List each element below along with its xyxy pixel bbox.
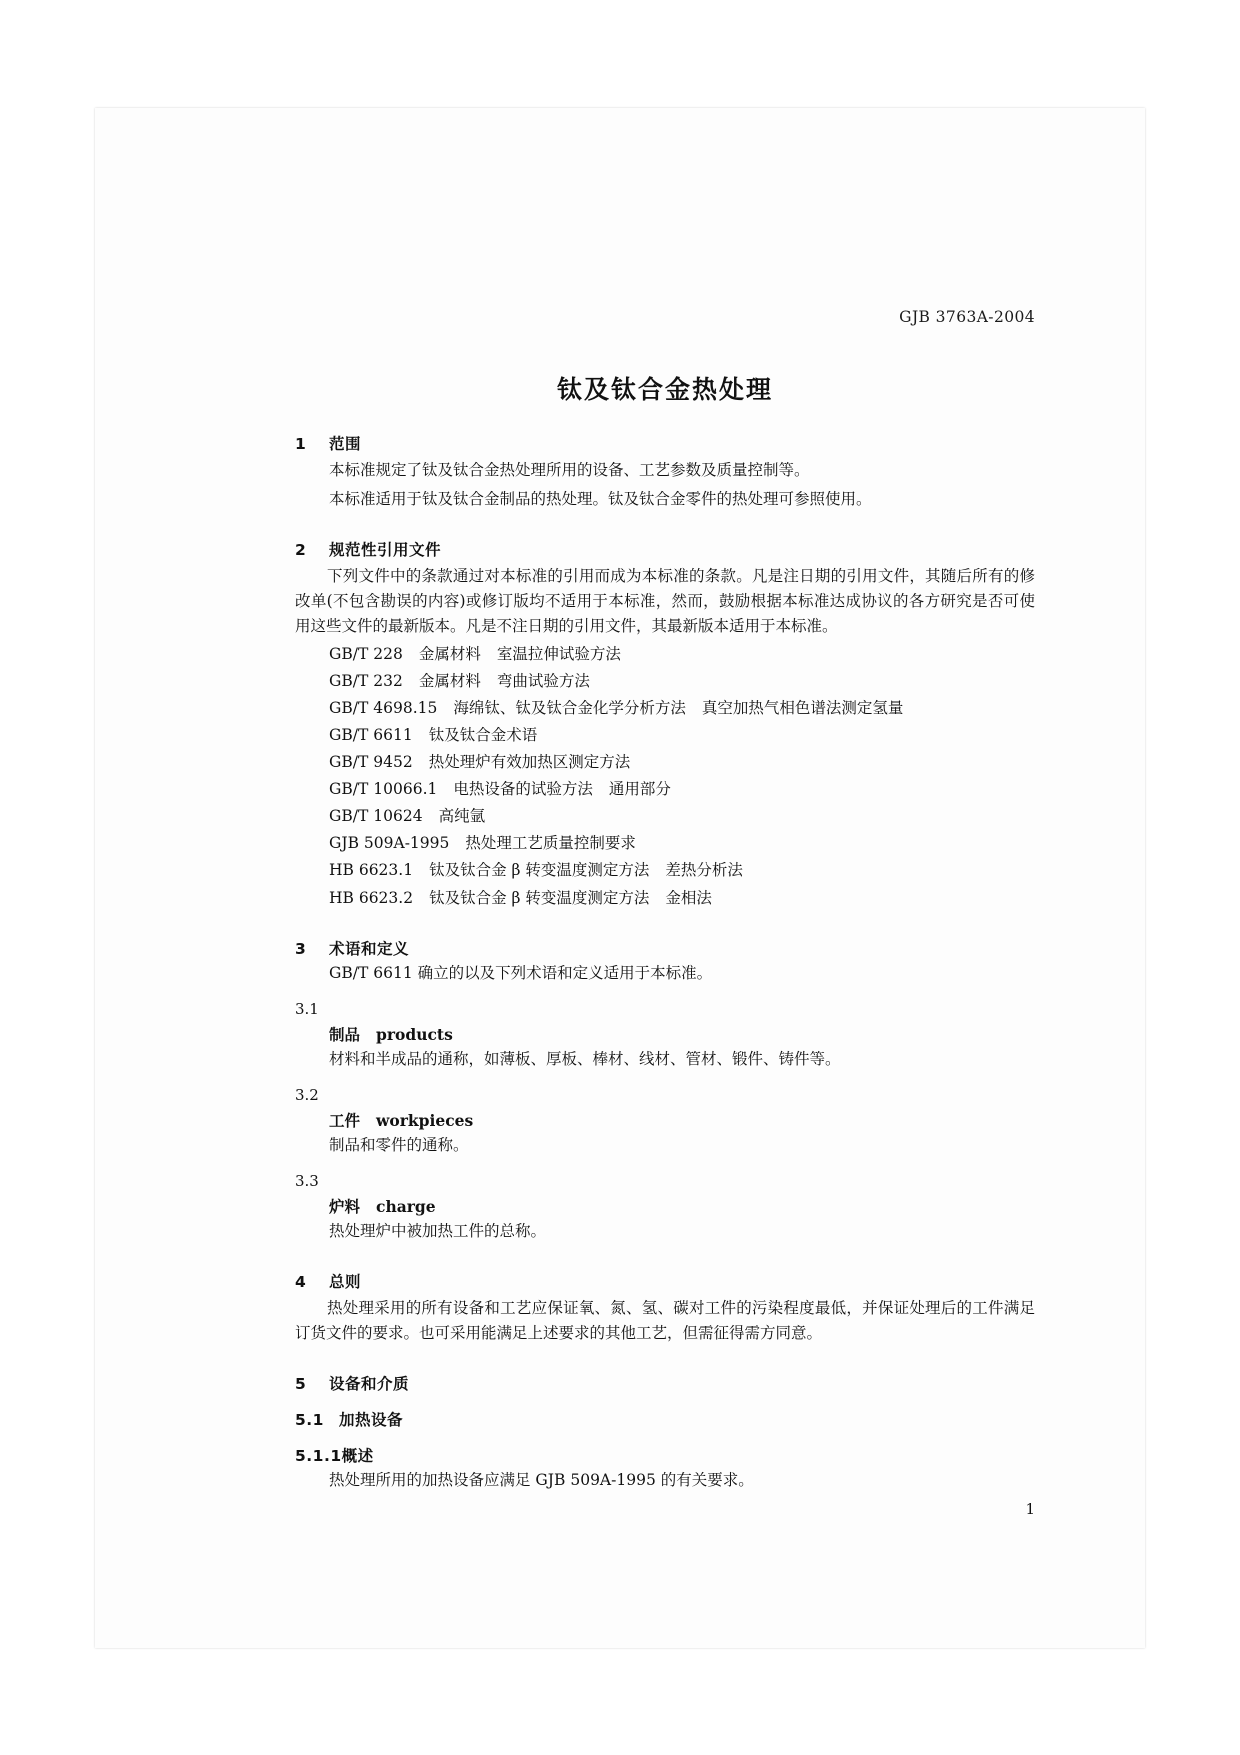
term-en: charge (376, 1196, 436, 1216)
reference-extra: 室温拉伸试验方法 (496, 644, 621, 663)
reference-code: GB/T 232 (329, 671, 403, 690)
reference-entry (329, 804, 1035, 829)
reference-extra: 真空加热气相色谱法测定氢量 (701, 698, 904, 717)
term-number: 3.3 (295, 1171, 319, 1190)
term-definition: 制品和零件的通称。 (329, 1135, 469, 1154)
reference-entry (329, 750, 1035, 775)
term-number: 3.1 (295, 999, 319, 1018)
section-5-1-number: 5.1 (295, 1411, 324, 1430)
term-heading (329, 1023, 1035, 1045)
reference-extra: 金相法 (665, 888, 712, 907)
reference-name: 海绵钛、钛及钛合金化学分析方法 (453, 698, 686, 717)
reference-code: GJB 509A-1995 (329, 834, 450, 853)
reference-entry (329, 696, 1035, 721)
document-content (295, 308, 1035, 1493)
reference-name: 金属材料 (418, 671, 481, 690)
section-4-heading (295, 1270, 1035, 1292)
section-1-number: 1 (295, 435, 307, 453)
section-5 (295, 1372, 1035, 1493)
reference-name: 钛及钛合金 β 转变温度测定方法 (429, 861, 650, 880)
term-definition: 热处理炉中被加热工件的总称。 (329, 1221, 547, 1240)
section-5-1-title: 加热设备 (339, 1411, 404, 1430)
reference-entry (329, 777, 1035, 802)
section-3 (295, 937, 1035, 1244)
section-5-1-1-heading (295, 1444, 1035, 1466)
term-en: products (376, 1024, 453, 1044)
reference-entry (329, 669, 1035, 694)
section-4 (295, 1270, 1035, 1346)
reference-name: 热处理炉有效加热区测定方法 (428, 752, 631, 771)
section-5-heading (295, 1372, 1035, 1394)
reference-entry (329, 886, 1035, 911)
reference-code: GB/T 6611 (329, 725, 413, 744)
section-5-number: 5 (295, 1375, 307, 1394)
section-5-1-heading (295, 1408, 1035, 1430)
reference-name: 电热设备的试验方法 (453, 780, 593, 799)
paragraph: 下列文件中的条款通过对本标准的引用而成为本标准的条款。凡是注日期的引用文件，其随后所有的修改单(不包含勘误的内容)或修订版均不适用于本标准，然而，鼓励根据本标准达成协议的各方研究是否可使用这些文件的最新版本。凡是不注日期的引用文件，其最新版本适用于本标准。 (295, 567, 1035, 636)
reference-code: HB 6623.2 (329, 888, 414, 907)
paragraph: 本标准规定了钛及钛合金热处理所用的设备、工艺参数及质量控制等。 (329, 461, 810, 479)
term-zh: 炉料 (329, 1197, 361, 1216)
standard-code-header: GJB 3763A-2004 (899, 308, 1035, 326)
reference-name: 钛及钛合金 β 转变温度测定方法 (429, 888, 650, 907)
reference-extra: 通用部分 (608, 780, 671, 799)
reference-name: 高纯氩 (438, 807, 486, 826)
page-footer (295, 1498, 1035, 1518)
section-5-title: 设备和介质 (329, 1375, 410, 1394)
term-zh: 制品 (329, 1025, 361, 1044)
section-1 (295, 432, 1035, 512)
term-definition: 材料和半成品的通称，如薄板、厚板、棒材、线材、管材、锻件、铸件等。 (329, 1049, 841, 1068)
reference-entry (329, 723, 1035, 748)
term-heading (329, 1109, 1035, 1131)
reference-code: GB/T 10066.1 (329, 780, 438, 799)
section-1-body (329, 458, 1035, 512)
reference-code: GB/T 4698.15 (329, 698, 438, 717)
section-3-number: 3 (295, 939, 307, 958)
paragraph: 本标准适用于钛及钛合金制品的热处理。钛及钛合金零件的热处理可参照使用。 (329, 490, 872, 509)
section-2-heading (295, 538, 1035, 560)
reference-name: 金属材料 (418, 644, 481, 663)
section-5-1-1-title: 概述 (341, 1447, 374, 1466)
section-4-number: 4 (295, 1273, 307, 1292)
paragraph: 热处理所用的加热设备应满足 GJB 509A-1995 的有关要求。 (329, 1471, 754, 1490)
reference-entry (329, 831, 1035, 856)
term-zh: 工件 (329, 1111, 361, 1130)
paragraph: 热处理采用的所有设备和工艺应保证氧、氮、氢、碳对工件的污染程度最低，并保证处理后的工件满足订货文件的要求。也可采用能满足上述要求的其他工艺，但需征得需方同意。 (295, 1299, 1035, 1343)
reference-extra: 弯曲试验方法 (496, 671, 590, 690)
reference-entry (329, 858, 1035, 883)
section-2-number: 2 (295, 541, 307, 560)
section-3-heading (295, 937, 1035, 959)
term-heading (329, 1195, 1035, 1217)
paragraph: GB/T 6611 确立的以及下列术语和定义适用于本标准。 (329, 963, 713, 982)
reference-name: 钛及钛合金术语 (428, 725, 538, 744)
section-2-title: 规范性引用文件 (329, 541, 442, 560)
page-number: 1 (1025, 1500, 1035, 1518)
section-5-1-1-number: 5.1.1 (295, 1447, 342, 1466)
reference-name: 热处理工艺质量控制要求 (465, 834, 636, 853)
reference-entry (329, 642, 1035, 667)
section-3-title: 术语和定义 (329, 939, 410, 958)
section-2 (295, 538, 1035, 910)
section-1-heading (295, 432, 1035, 454)
reference-code: GB/T 10624 (329, 807, 423, 826)
reference-code: GB/T 228 (329, 644, 403, 663)
reference-extra: 差热分析法 (665, 861, 743, 880)
paper-sheet (95, 108, 1145, 1648)
page-title: 钛及钛合金热处理 (556, 375, 773, 404)
reference-code: HB 6623.1 (329, 861, 414, 880)
section-4-title: 总则 (329, 1273, 362, 1292)
section-1-title: 范围 (329, 435, 362, 453)
term-en: workpieces (376, 1110, 474, 1130)
term-number: 3.2 (295, 1085, 319, 1104)
reference-code: GB/T 9452 (329, 752, 413, 771)
